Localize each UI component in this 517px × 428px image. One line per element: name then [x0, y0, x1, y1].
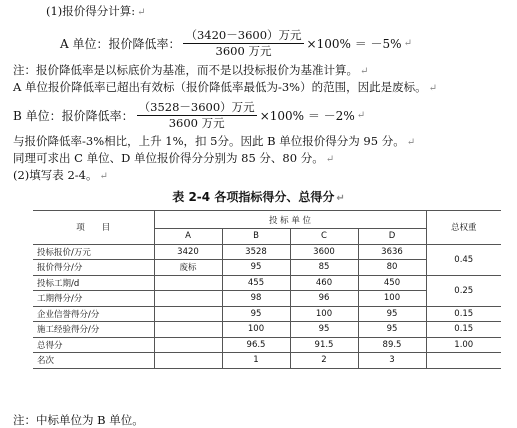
- table-caption: 表 2-4 各项指标得分、总得分 ↵: [172, 190, 345, 204]
- formula-a-denominator: 3600 万元: [215, 44, 272, 58]
- weight-header: 总权重: [426, 211, 501, 245]
- formula-b-numerator: （3528－3600）万元: [138, 100, 255, 114]
- project-header: 项 目: [33, 211, 154, 245]
- para-line-2: 同理可求出 C 单位、D 单位报价得分分别为 85 分、80 分。 ↵: [13, 151, 335, 165]
- note-line-2: A 单位报价降低率已超出有效标（报价降低率最低为-3%）的范围，因此是废标。 ↵: [13, 80, 437, 94]
- table-row: 工期得分/分 98 96 100: [33, 291, 501, 307]
- note-line-1: 注：报价降低率是以标底价为基准，而不是以投标报价为基准计算。 ↵: [13, 63, 369, 77]
- para-line-3: (2)填写表 2-4。 ↵: [13, 168, 108, 182]
- group-header: 投 标 单 位: [154, 211, 426, 229]
- para-line-1: 与报价降低率-3%相比，上升 1%，扣 5分。因此 B 单位报价得分为 95 分。 ↵: [13, 134, 416, 148]
- scores-table: [33, 210, 501, 369]
- formula-b-tail: ×100% ＝ －2%: [259, 109, 355, 123]
- weight-price: 0.45: [426, 244, 501, 275]
- unit-a: A: [154, 229, 222, 245]
- formula-a-fraction: [183, 29, 303, 58]
- formula-a-numerator: （3420－3600）万元: [185, 28, 302, 42]
- table-row: 投标报价/万元 3420 3528 3600 3636 0.45: [33, 244, 501, 260]
- table-row: 总得分 96.5 91.5 89.5 1.00: [33, 337, 501, 353]
- table-header-row: [33, 211, 501, 229]
- table-row: 投标工期/d 455 460 450 0.25: [33, 275, 501, 291]
- formula-b: [13, 101, 365, 130]
- heading-part1: (1)报价得分计算: ↵: [46, 4, 146, 18]
- formula-b-fraction: [137, 101, 257, 130]
- paragraph-mark-icon: ↵: [403, 38, 412, 49]
- footer-note: 注：中标单位为 B 单位。: [13, 413, 144, 427]
- formula-b-lead: B 单位：报价降低率：: [13, 109, 134, 123]
- paragraph-mark-icon: ↵: [356, 110, 366, 121]
- formula-a-lead: A 单位：报价降低率：: [60, 37, 181, 51]
- unit-c: C: [290, 229, 358, 245]
- table-row: 企业信誉得分/分 95 100 95 0.15: [33, 306, 501, 322]
- paragraph-mark-icon: ↵: [137, 7, 146, 18]
- formula-a: [60, 29, 412, 58]
- unit-b: B: [222, 229, 290, 245]
- table-row: 施工经验得分/分 100 95 95 0.15: [33, 322, 501, 338]
- weight-duration: 0.25: [426, 275, 501, 306]
- unit-d: D: [358, 229, 426, 245]
- formula-a-tail: ×100% ＝ －5%: [306, 37, 402, 51]
- table-row: 报价得分/分 废标 95 85 80: [33, 260, 501, 276]
- table-row: 名次 1 2 3: [33, 353, 501, 369]
- formula-b-denominator: 3600 万元: [168, 116, 225, 130]
